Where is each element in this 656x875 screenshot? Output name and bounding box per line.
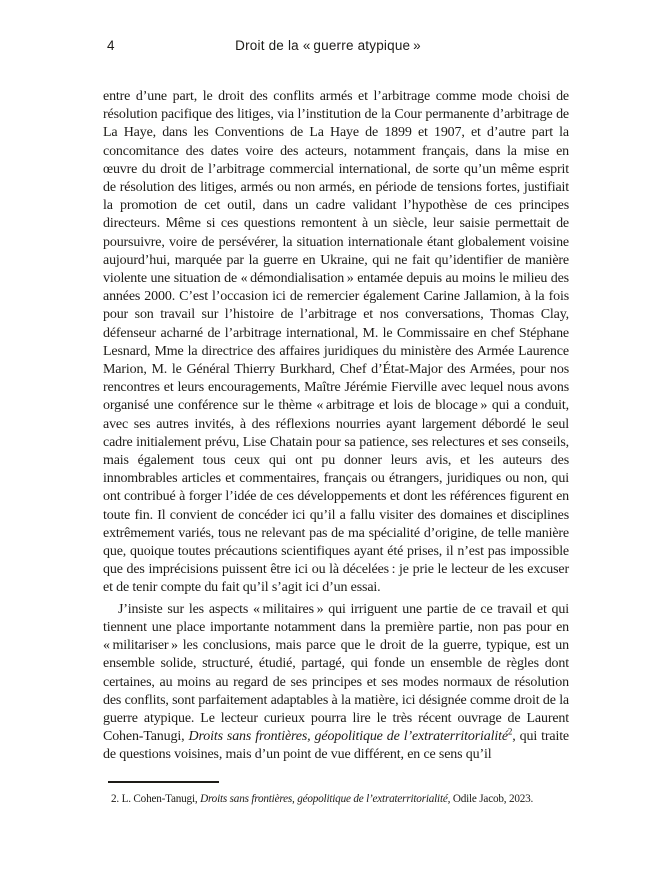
footnote-label: 2. L. Cohen-Tanugi, [111,792,201,805]
footnote-text [103,792,569,806]
footnote-tail: Odile Jacob, 2023. [450,792,534,805]
footnote [103,781,569,806]
paragraph-2 [103,601,569,765]
page-number: 4 [107,38,115,53]
paragraph-1: entre d’une part, le droit des conflits armés et l’arbitrage comme mode choisi de résolution pacifique des litiges, via l’institution de la Cour permanente d’arbitrage de La Haye, dans les Conventions de La Haye de 1899 et 1907, et d’autre part la concomitance des dates voire des acteurs, notamment français, dans la mise en œuvre du droit de l’arbitrage commercial international, de sorte qu’un même esprit de résolution des litiges, armés ou non armés, en période de tensions fortes, justifiait la promotion de cet outil, dans un cadre validant l’hypothèse de ces principes directeurs. Même si ces questions remontent à un siècle, leur saisie permettait de poursuivre, voire de persévérer, la situation internationale étant globalement voisine aujourd’hui, marquée par la guerre en Ukraine, qui ne fait qu’identifier de manière violente une situation de « démondialisation » entamée depuis au moins le milieu des années 2000. C’est l’occasion ici de remercier également Carine Jallamion, à la fois pour son travail sur l’histoire de l’arbitrage et nos conversations, Thomas Clay, défenseur acharné de l’arbitrage international, M. le Commissaire en chef Stéphane Lesnard, Mme la directrice des affaires juridiques du ministère des Armée Laurence Marion, M. le Général Thierry Burkhard, Chef d’État-Major des Armées, pour nos rencontres et leurs encouragements, Maître Jérémie Fierville avec lequel nous avons organisé une conférence sur le thème « arbitrage et lois de blocage » qui a conduit, avec ses autres invités, à des réflexions nourries ayant largement débordé le seul cadre initialement prévu, Lise Chatain pour sa patience, ses relectures et ses conseils, mais également tous ceux qui ont pu donner leurs avis, et les auteurs des innombrables articles et commentaires, français ou étrangers, juridiques ou non, qui ont contribué à forger l’idée de ces développements et dont les références figurent en toute fin. Il convient de concéder ici qu’il a fallu visiter des domaines et disciplines extrêmement variés, tous ne relevant pas de ma spécialité d’origine, de telle manière que, quoique toutes précautions scientifiques ayant été prises, il n’est pas impossible que des imprécisions puissent être ici ou là décelées : je prie le lecteur de les excuser et de tenir compte du fait qu’il s’agit ici d’un essai. [103,89,569,596]
running-head [0,38,656,53]
footnote-separator [108,781,219,783]
paragraph-2-text: J’insiste sur les aspects « militaires » qui irriguent une partie de ce travail et qui tiennent une place importante notamment dans la première partie, non pas pour en « militariser » les conclusions, mais parce que le droit de la guerre, typique, est un ensemble solide, structuré, étudié, partagé, qui fonde un ensemble de règles dont certaines, au moins au regard de ses principes et ses modes normaux de résolution des conflits, sont parfaitement adaptables à la matière, ici désignée comme droit de la guerre atypique. Le lecteur curieux pourra lire le très récent ouvrage de Laurent Cohen-Tanugi, [103,601,569,745]
book-title-italic: Droits sans frontières, géopolitique de l’extraterritorialité [188,729,508,745]
running-head-title: Droit de la « guerre atypique » [235,38,421,53]
paragraph-2-continuation: , qui traite de questions voisines, mais d’un point de vue différent, en ce sens qu’il [103,729,570,763]
footnote-reference: 2 [507,726,513,737]
text-block [103,88,569,765]
footnote-book-title: Droits sans frontières, géopolitique de l’extraterritorialité, [200,792,451,805]
